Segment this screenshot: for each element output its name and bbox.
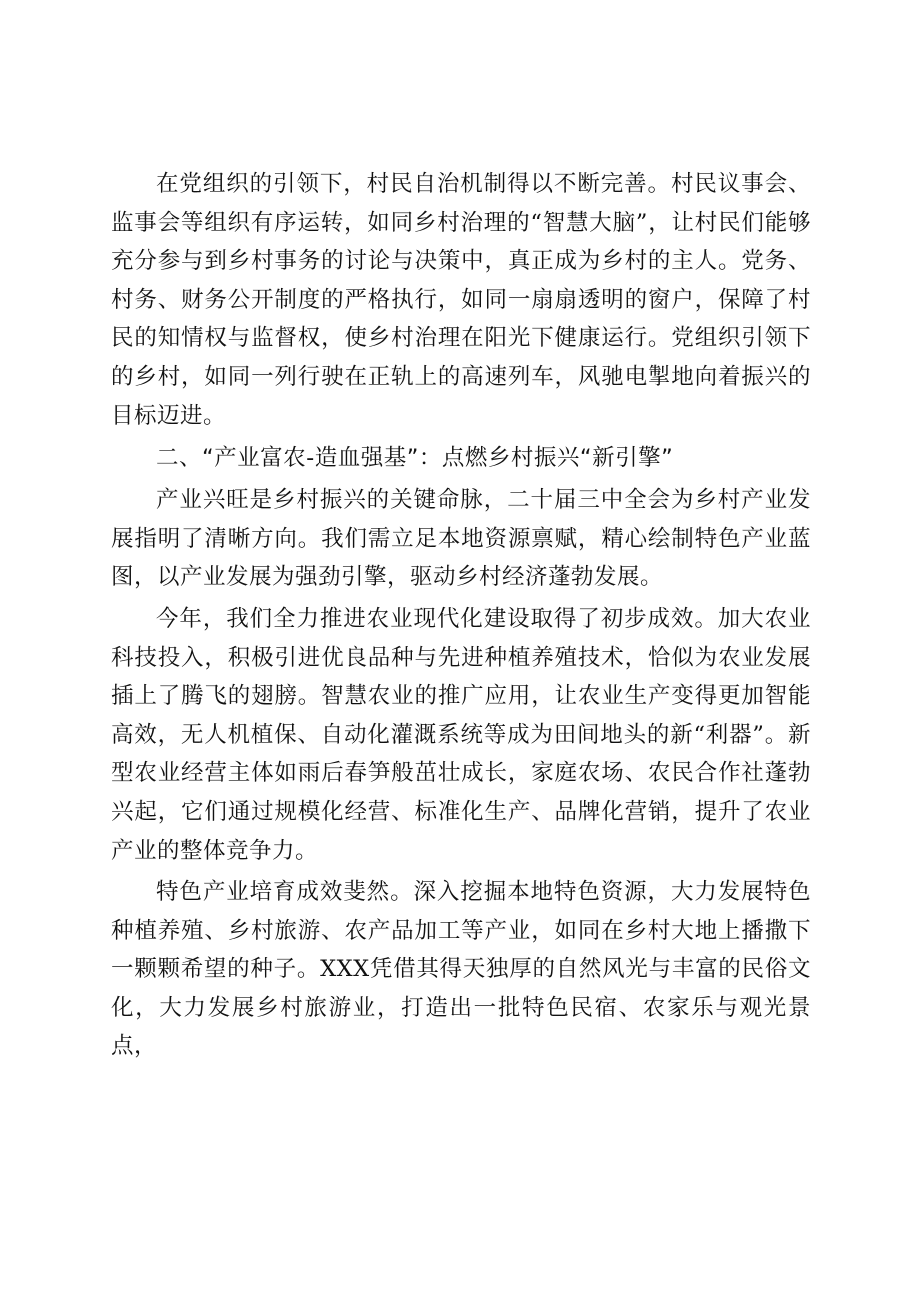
paragraph-industry-intro: 产业兴旺是乡村振兴的关键命脉，二十届三中全会为乡村产业发展指明了清晰方向。我们需立足本地资源禀赋，精心绘制特色产业蓝图，以产业发展为强劲引擎，驱动乡村经济蓬勃发展。	[111, 487, 811, 591]
paragraph-village-autonomy: 在党组织的引领下，村民自治机制得以不断完善。村民议事会、监事会等组织有序运转，如同乡村治理的“智慧大脑”，让村民们能够充分参与到乡村事务的讨论与决策中，真正成为乡村的主人。党务、村务、财务公开制度的严格执行，如同一扇扇透明的窗户，保障了村民的知情权与监督权，使乡村治理在阳光下健康运行。党组织引领下的乡村，如同一列行驶在正轨上的高速列车，风驰电掣地向着振兴的目标迈进。	[111, 171, 811, 429]
paragraph-agriculture-modernization: 今年，我们全力推进农业现代化建设取得了初步成效。加大农业科技投入，积极引进优良品种与先进种植养殖技术，恰似为农业发展插上了腾飞的翅膀。智慧农业的推广应用，让农业生产变得更加智能高效，无人机植保、自动化灌溉系统等成为田间地头的新“利器”。新型农业经营主体如雨后春笋般茁壮成长，家庭农场、农民合作社蓬勃兴起，它们通过规模化经营、标准化生产、品牌化营销，提升了农业产业的整体竞争力。	[111, 605, 811, 864]
paragraph-specialty-industry: 特色产业培育成效斐然。深入挖掘本地特色资源，大力发展特色种植养殖、乡村旅游、农产品加工等产业，如同在乡村大地上播撒下一颗颗希望的种子。XXX凭借其得天独厚的自然风光与丰富的民俗文化，大力发展乡村旅游业，打造出一批特色民宿、农家乐与观光景点，	[111, 879, 811, 1060]
section-heading-industry: 二、“产业富农-造血强基”：点燃乡村振兴“新引擎”	[156, 445, 674, 472]
document-body	[111, 165, 811, 1066]
